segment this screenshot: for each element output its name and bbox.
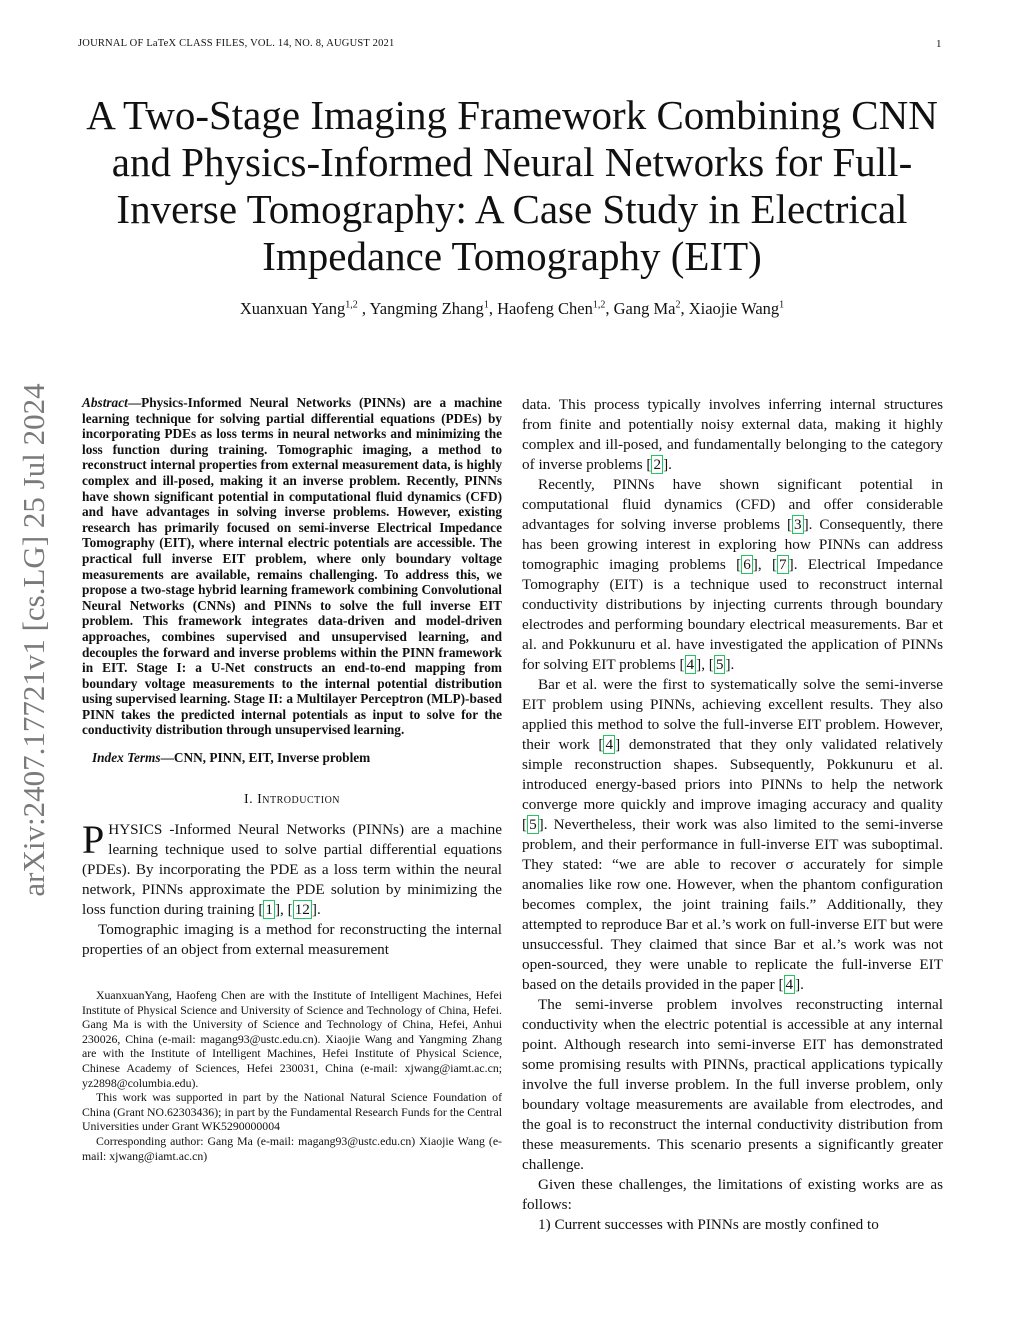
author-name: Haofeng Chen (497, 299, 593, 318)
author-name: Gang Ma (613, 299, 676, 318)
footnote-affiliations: XuanxuanYang, Haofeng Chen are with the Institute of Intelligent Machines, Hefei Institute of Physical Science and University of Science and Technology of China, Hefei. Gang Ma is with the University of Science and Technology of China, Hefei, Anhui 230026, China (e-mail: magang93@ustc.edu.cn). Xiaojie Wang and Yangming Zhang are with the Institute of Intelligent Machines, Hefei Institute of Physical Science, Chinese Academy of Sciences, Hefei 230031, China (e-mail: xjwang@iamt.ac.cn; yz2898@columbia.edu). (82, 988, 502, 1090)
footnote-funding: This work was supported in part by the National Natural Science Foundation of China (Grant NO.62303436); in part by the Fundamental Research Funds for the Central Universities under Grant WK5290000004 (82, 1090, 502, 1134)
paragraph-text: Recently, PINNs have shown significant potential in computational fluid dynamics (CFD) and offer considerable advantages for solving inverse problems (522, 476, 943, 533)
paper-title: A Two-Stage Imaging Framework Combining CNN and Physics-Informed Neural Networks for Full-Inverse Tomography: A Case Study in Electrical Impedance Tomography (EIT) (86, 92, 938, 279)
abstract-text: Physics-Informed Neural Networks (PINNs) are a machine learning technique for solving partial differential equations (PDEs) by incorporating PDEs as loss terms in neural networks and minimizing the loss function during training. Tomographic imaging, a method to reconstruct internal properties from external measurement data, is highly complex and ill-posed, making it an inverse problem. Recently, PINNs have shown significant potential in computational fluid dynamics (CFD) and have advantages in solving inverse problems. However, existing research has primarily focused on semi-inverse Electrical Impedance Tomography (EIT), where internal electric potentials are accessible. The practical full inverse EIT problem, where only boundary voltage measurements are available, remains challenging. To address this, we propose a two-stage hybrid learning framework combining Convolutional Neural Networks (CNNs) and PINNs to solve the full inverse EIT problem. This framework integrates data-driven and model-driven approaches, combines supervised and unsupervised learning, and decouples the forward and inverse problems within the PINN framework in EIT. Stage I: a U-Net constructs an end-to-end mapping from boundary voltage measurements to the internal potential distribution using supervised learning. Stage II: a Multilayer Perceptron (MLP)-based PINN takes the predicted internal potentials as input to solve for the conductivity distribution through unsupervised learning. (82, 395, 502, 738)
right-paragraph-4: The semi-inverse problem involves reconstructing internal conductivity when the electric potential is accessible at any internal point. Although research into semi-inverse EIT has demonstrated some promising results with PINNs, practical applications typically involve the full inverse problem. In the full inverse problem, only boundary voltage measurements are available from electrodes, and the goal is to reconstruct the internal conductivity distribution from these measurements. This scenario presents a significantly greater challenge. (522, 996, 943, 1173)
citation-link[interactable]: 4 (686, 656, 695, 673)
citation-link[interactable]: 4 (605, 736, 614, 753)
citation-link[interactable]: 5 (715, 656, 724, 673)
abstract-label: Abstract (82, 395, 128, 410)
list-item: 1) Current successes with PINNs are mostly confined to (538, 1216, 879, 1233)
citation-link[interactable]: 5 (529, 816, 537, 833)
citation-link[interactable]: 4 (785, 976, 794, 993)
right-paragraph-2: Recently, PINNs have shown significant potential in computational fluid dynamics (CFD) and offer considerable advantages for solving inverse problems [ 3 ]. Consequently, there has been growing interest in exploring how PINNs can address tomographic imaging problems [ 6 ], [ 7 ]. Electrical Impedance Tomography (EIT) is a technique used to reconstruct internal conductivity distributions by injecting currents through boundary electrodes and performing boundary electrical measurements. Bar et al. and Pokkunuru et al. have investigated the application of PINNs for solving EIT problems [ 4 ], [ 5 ]. (522, 476, 943, 673)
paragraph-text: . Consequently, there has been growing interest in exploring how PINNs can address tomographic imaging problems (522, 516, 943, 573)
author-affiliation: 1 (483, 299, 489, 311)
footnotes (82, 988, 502, 1163)
drop-cap: P (82, 817, 105, 863)
paragraph-text: Bar et al. were the first to systematically solve the semi-inverse EIT problem using PINNs, achieving excellent results. They also applied this method to solve the full-inverse EIT problem. However, their work (522, 676, 943, 753)
author-name: Xiaojie Wang (688, 299, 780, 318)
author-affiliation: 1 (779, 299, 785, 311)
paragraph-text: data. This process typically involves inferring internal structures from finite and potentially noisy external data, making it highly complex and ill-posed, and fundamentally belonging to the category of inverse problems (522, 396, 943, 473)
page-number: 1 (936, 38, 942, 50)
author-affiliation: 2 (675, 299, 681, 311)
citation-link[interactable]: 6 (743, 556, 751, 573)
arxiv-identifier: arXiv:2407.17721v1 [cs.LG] 25 Jul 2024 (16, 383, 51, 897)
right-paragraph-1: data. This process typically involves inferring internal structures from finite and potentially noisy external data, making it highly complex and ill-posed, and fundamentally belonging to the category of inverse problems [ 2 ]. (522, 396, 943, 473)
author-list: Xuanxuan Yang$^{1,2}$ , Yangming Zhang$^1$, Haofeng Chen$^{1,2}$, Gang Ma$^2$, Xiaojie Wang$^1$ (239, 299, 785, 318)
citation-link[interactable]: 12 (294, 901, 310, 919)
paragraph-text: . Electrical Impedance Tomography (EIT) is a technique used to reconstruct internal conductivity distributions by injecting currents through boundary electrodes and performing boundary electrical measurements. Bar et al. and Pokkunuru et al. have investigated the application of PINNs for solving EIT problems (522, 556, 943, 673)
right-column (522, 395, 943, 1235)
paragraph-text: . Nevertheless, their work was also limited to the semi-inverse problem, and their performance in full-inverse EIT was suboptimal. They stated: “we are able to recover σ accurately for simple anomalies like row one. However, when the phantom configuration becomes complex, the joint training fails.” Additionally, they attempted to reproduce Bar et al.’s work on full-inverse EIT but were unsuccessful. They claimed that since Bar et al.’s work was not open-sourced, they were unable to replicate the full-inverse EIT based on the details provided in the paper (522, 816, 943, 993)
index-terms: Index Terms—CNN, PINN, EIT, Inverse problem (91, 750, 371, 766)
index-terms-label: Index Terms (91, 750, 161, 766)
intro-paragraph-2: Tomographic imaging is a method for reconstructing the internal properties of an object from external measurement (82, 921, 502, 959)
section-heading: I. Introduction (243, 792, 341, 808)
author-name: Yangming Zhang (369, 299, 484, 318)
citation-link[interactable]: 1 (265, 901, 273, 919)
intro-paragraph-1-text: HYSICS -Informed Neural Networks (PINNs) are a machine learning technique used to solve partial differential equations (PDEs). By incorporating the PDE as a loss term within the neural network, PINNs approximate the PDE solution by minimizing the loss function during training (82, 821, 502, 919)
paragraph-text: demonstrated that they only validated relatively simple reconstruction shapes. Subsequently, Pokkunuru et al. introduced energy-based priors into PINNs to help the network converge more quickly and improve imaging accuracy and quality (522, 736, 944, 813)
footnote-corresponding: Corresponding author: Gang Ma (e-mail: magang93@ustc.edu.cn) Xiaojie Wang (e-mail: xjwang@iamt.ac.cn) (82, 1134, 502, 1163)
author-affiliation: 1,2 (345, 299, 358, 311)
left-column (82, 395, 502, 1163)
running-header: JOURNAL OF LaTeX CLASS FILES, VOL. 14, NO. 8, AUGUST 2021 (78, 38, 395, 49)
index-terms-text: CNN, PINN, EIT, Inverse problem (173, 750, 371, 766)
citation-link[interactable]: 2 (653, 456, 662, 473)
citation-link[interactable]: 3 (794, 516, 802, 533)
intro-paragraph-1: PHYSICS -Informed Neural Networks (PINNs) are a machine learning technique used to solve partial differential equations (PDEs). By incorporating the PDE as a loss term within the neural network, PINNs approximate the PDE solution by minimizing the loss function during training [ 1 ], [ 12 ]. (82, 817, 502, 919)
right-paragraph-3: Bar et al. were the first to systematically solve the semi-inverse EIT problem using PINNs, achieving excellent results. They also applied this method to solve the full-inverse EIT problem. However, their work [ 4 ] demonstrated that they only validated relatively simple reconstruction shapes. Subsequently, Pokkunuru et al. introduced energy-based priors into PINNs to help the network converge more quickly and improve imaging accuracy and quality [ 5 ]. Nevertheless, their work was also limited to the semi-inverse problem, and their performance in full-inverse EIT was suboptimal. They stated: “we are able to recover σ accurately for simple anomalies like row one. However, when the phantom configuration becomes complex, the joint training fails.” Additionally, they attempted to reproduce Bar et al.’s work on full-inverse EIT but were unsuccessful. They claimed that since Bar et al.’s work was not open-sourced, they were unable to replicate the full-inverse EIT based on the details provided in the paper [ 4 ]. (522, 676, 944, 993)
author-name: Xuanxuan Yang (239, 299, 346, 318)
right-paragraph-5: Given these challenges, the limitations of existing works are as follows: (522, 1176, 943, 1213)
citation-link[interactable]: 7 (779, 556, 787, 573)
abstract: Abstract—Physics-Informed Neural Networks (PINNs) are a machine learning technique for solving partial differential equations (PDEs) by incorporating PDEs as loss terms in neural networks and minimizing the loss function during training. Tomographic imaging, a method to reconstruct internal properties from external measurement data, is highly complex and ill-posed, making it an inverse problem. Recently, PINNs have shown significant potential in computational fluid dynamics (CFD) and have advantages in solving inverse problems. However, existing research has primarily focused on semi-inverse Electrical Impedance Tomography (EIT), where internal electric potentials are accessible. The practical full inverse EIT problem, where only boundary voltage measurements are available, remains challenging. To address this, we propose a two-stage hybrid learning framework combining Convolutional Neural Networks (CNNs) and PINNs to solve the full inverse EIT problem. This framework integrates data-driven and model-driven approaches, combines supervised and unsupervised learning, and decouples the forward and inverse problems within the PINN framework in EIT. Stage I: a U-Net constructs an end-to-end mapping from boundary voltage measurements to the internal potential distribution using supervised learning. Stage II: a Multilayer Perceptron (MLP)-based PINN takes the predicted internal potentials as input to solve for the conductivity distribution through unsupervised learning. (82, 395, 502, 738)
author-affiliation: 1,2 (592, 299, 606, 311)
